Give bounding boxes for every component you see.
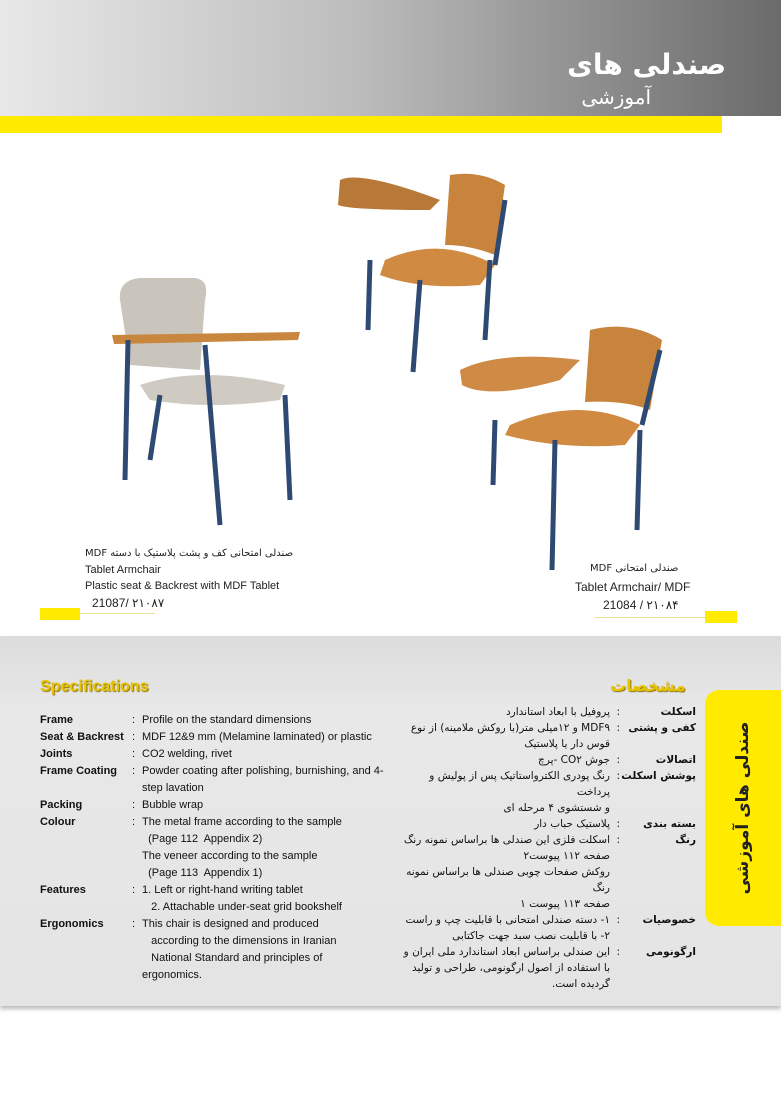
spec-label: Frame (40, 714, 74, 726)
spec-values (400, 768, 610, 816)
spec-label: Seat & Backrest (40, 731, 124, 743)
spec-values (142, 763, 385, 797)
spec-row (40, 712, 385, 729)
spec-values (142, 712, 385, 729)
mdf-chair-image-1 (338, 174, 505, 372)
spec-value: MDF 12&9 mm (Melamine laminated) or plastic (142, 731, 372, 743)
spec-value: صفحه ۱۱۳ پیوست ۱ (520, 898, 610, 910)
spec-value: according to the dimensions in Iranian (142, 935, 337, 947)
spec-value: رنگ پودری الکترواستاتیک پس از پولیش و پرداخت (429, 770, 610, 798)
product-2-fa-name: صندلی امتحانی MDF (590, 563, 679, 574)
product-1-code: 21087/ ۲۱۰۸۷ (92, 596, 165, 610)
spec-value: جوش CO۲ -پرچ (538, 754, 610, 766)
category-side-tab (705, 690, 781, 926)
spec-label: کفی و پشتی (628, 722, 696, 734)
mdf-chair-image-2 (460, 327, 662, 570)
spec-values (142, 797, 385, 814)
colon: : (616, 946, 620, 958)
spec-label: بسته بندی (643, 818, 696, 830)
spec-value: Powder coating after polishing, burnishing, and 4-step lavation (142, 765, 384, 794)
spec-label: Features (40, 884, 86, 896)
divider-line (80, 613, 155, 614)
spec-label: Ergonomics (40, 918, 104, 930)
spec-label: ارگونومی (646, 946, 696, 958)
specs-fa-list (400, 704, 696, 992)
colon: : (616, 706, 620, 718)
spec-row (40, 814, 385, 882)
spec-values (400, 752, 610, 768)
spec-label: رنگ (675, 834, 696, 846)
spec-value: ۲- با قابلیت نصب سبد جهت جاکتابی (452, 930, 610, 942)
spec-value: اسکلت فلزی این صندلی ها براساس نمونه رنگ (403, 834, 610, 846)
spec-value: This chair is designed and produced (142, 918, 319, 930)
spec-values (142, 882, 385, 916)
yellow-marker (705, 611, 737, 623)
chair-illustrations (0, 140, 781, 580)
colon: : (616, 818, 620, 830)
spec-row-fa (400, 704, 696, 720)
spec-values (142, 729, 385, 746)
colon: : (132, 748, 136, 760)
spec-value: Bubble wrap (142, 799, 204, 811)
spec-row (40, 763, 385, 797)
spec-value: و شستشوی ۴ مرحله ای (503, 802, 610, 814)
spec-values (400, 832, 610, 912)
specifications-heading: Specifications (40, 678, 149, 695)
spec-label: اتصالات (655, 754, 696, 766)
spec-values (400, 720, 610, 752)
spec-values (400, 816, 610, 832)
colon: : (132, 816, 136, 828)
spec-value: پروفیل با ابعاد استاندارد (505, 706, 610, 718)
colon: : (132, 799, 136, 811)
spec-label: Frame Coating (40, 765, 118, 777)
spec-label: Joints (40, 748, 73, 760)
colon: : (132, 731, 136, 743)
spec-value: The metal frame according to the sample (142, 816, 342, 828)
spec-row-fa (400, 816, 696, 832)
side-tab-label: صندلی های آموزشی (733, 721, 753, 895)
product-1-en-desc: Plastic seat & Backrest with MDF Tablet (85, 580, 280, 592)
spec-label: خصوصیات (642, 914, 696, 926)
colon: : (132, 918, 136, 930)
spec-row-fa (400, 720, 696, 752)
spec-row (40, 797, 385, 814)
colon: : (616, 754, 620, 766)
spec-row (40, 746, 385, 763)
colon: : (616, 770, 620, 782)
spec-value: 1. Left or right-hand writing tablet (142, 884, 303, 896)
spec-value: 2. Attachable under-seat grid bookshelf (142, 901, 342, 913)
product-2-code: 21084 / ۲۱۰۸۴ (603, 598, 679, 612)
spec-row (40, 882, 385, 916)
specs-en-list (40, 712, 385, 984)
spec-label: Packing (40, 799, 83, 811)
spec-row-fa (400, 832, 696, 912)
colon: : (616, 834, 620, 846)
spec-row (40, 916, 385, 984)
spec-row-fa (400, 944, 696, 992)
page-title: صندلی های (567, 48, 726, 81)
spec-values (400, 912, 610, 944)
divider-line (595, 617, 705, 618)
header-banner (0, 0, 781, 116)
spec-row (40, 729, 385, 746)
colon: : (616, 914, 620, 926)
spec-label: Colour (40, 816, 76, 828)
spec-values (142, 814, 385, 882)
spec-value: پلاستیک حباب دار (534, 818, 610, 830)
spec-value: The veneer according to the sample (142, 850, 318, 862)
colon: : (132, 714, 136, 726)
spec-value: Profile on the standard dimensions (142, 714, 312, 726)
spec-value: این صندلی براساس ابعاد استاندارد ملی ایران و (403, 946, 610, 958)
spec-row-fa (400, 752, 696, 768)
spec-values (142, 746, 385, 763)
spec-value: CO2 welding, rivet (142, 748, 232, 760)
spec-row-fa (400, 912, 696, 944)
spec-value: (Page 112 Appendix 2) (142, 833, 263, 845)
spec-values (400, 704, 610, 720)
spec-values (142, 916, 385, 984)
specifications-heading-fa: مشخصات (610, 676, 686, 695)
spec-value: MDF۹ و ۱۲میلی متر(با روکش ملامینه) از نوع قوس دار یا پلاستیک (410, 722, 610, 750)
yellow-divider (0, 116, 722, 133)
spec-value: National Standard and principles of ergonomics. (142, 952, 326, 981)
product-2-en-name: Tablet Armchair/ MDF (575, 580, 691, 594)
colon: : (132, 765, 136, 777)
colon: : (616, 722, 620, 734)
spec-value: روکش صفحات چوبی صندلی ها براساس نمونه رنگ (406, 866, 610, 894)
spec-label: اسکلت (660, 706, 696, 718)
yellow-marker (40, 608, 80, 620)
product-1-en-name: Tablet Armchair (85, 564, 161, 576)
spec-value: صفحه ۱۱۲ پیوست۲ (523, 850, 610, 862)
spec-value: (Page 113 Appendix 1) (142, 867, 263, 879)
spec-value: ۱- دسته صندلی امتحانی با قابلیت چپ و راست (405, 914, 610, 926)
plastic-chair-image (112, 278, 300, 525)
product-1-fa-name: صندلی امتحانی کف و پشت پلاستیک با دسته MDF (85, 548, 294, 559)
spec-values (400, 944, 610, 992)
colon: : (132, 884, 136, 896)
spec-row-fa (400, 768, 696, 816)
page-subtitle: آموزشی (581, 85, 651, 109)
spec-value: با استفاده از اصول ارگونومی، طراحی و تولید گردیده است. (411, 962, 610, 990)
spec-label: پوشش اسکلت (621, 770, 696, 782)
